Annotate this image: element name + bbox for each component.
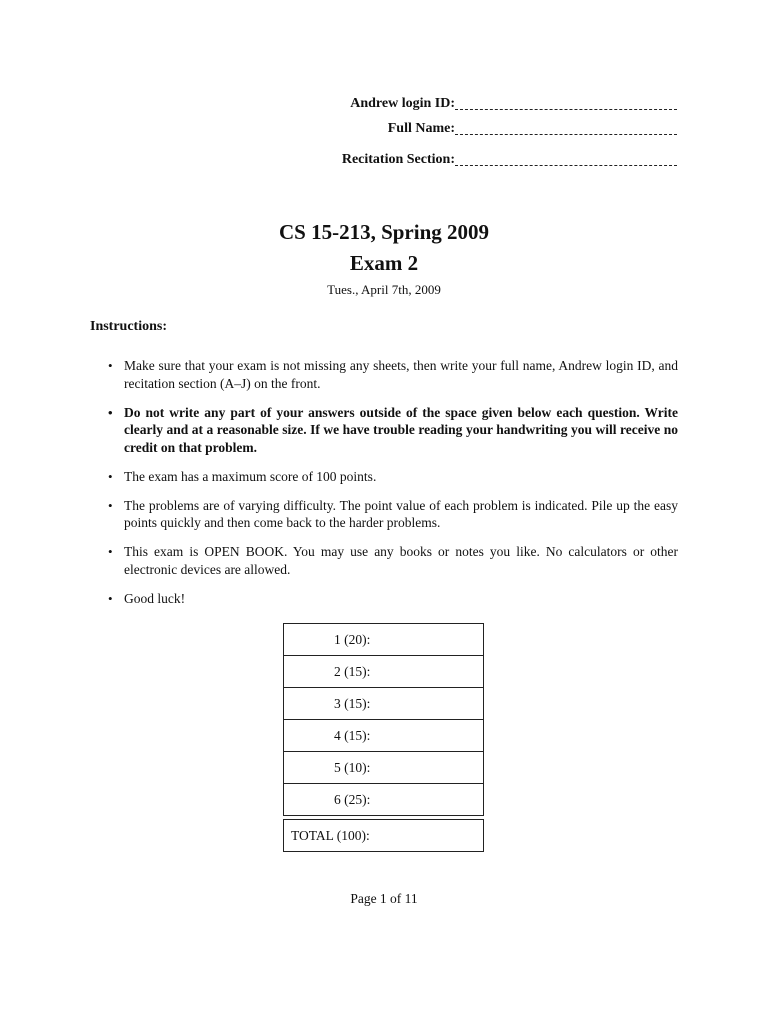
header-field-login[interactable]	[350, 92, 677, 112]
instructions-list	[108, 357, 678, 619]
instruction-item	[108, 497, 678, 532]
login-id-label: Andrew login ID:	[350, 96, 455, 111]
instruction-item	[108, 357, 678, 392]
instruction-text: Good luck!	[124, 590, 186, 606]
instruction-text: The exam has a maximum score of 100 points.	[124, 468, 377, 484]
full-name-blank[interactable]	[455, 132, 677, 135]
score-row-label: 6 (25):	[334, 791, 371, 807]
score-row-label: 1 (20):	[334, 631, 371, 647]
bullet-icon: •	[108, 497, 113, 513]
score-row-label: 3 (15):	[334, 695, 371, 711]
exam-date: Tues., April 7th, 2009	[327, 282, 441, 297]
score-table	[283, 624, 484, 852]
instruction-item	[108, 404, 678, 457]
score-total-label: TOTAL (100):	[291, 827, 370, 843]
instruction-text: This exam is OPEN BOOK. You may use any books or notes you like. No calculators or other electronic devices are allowed.	[124, 544, 678, 577]
exam-subtitle: Exam 2	[349, 251, 419, 275]
instruction-text: Make sure that your exam is not missing any sheets, then write your full name, Andrew login ID, and recitation section (A–J) on the front.	[124, 358, 678, 391]
exam-title: CS 15-213, Spring 2009	[278, 220, 490, 244]
score-row-total[interactable]	[283, 819, 484, 852]
bullet-icon: •	[108, 544, 113, 559]
recitation-section-label: Recitation Section:	[341, 152, 455, 167]
page-number: Page 1 of 11	[350, 891, 418, 906]
score-row-1[interactable]	[283, 623, 484, 656]
instruction-item	[108, 590, 678, 608]
score-row-3[interactable]	[283, 687, 484, 720]
bullet-icon: •	[108, 358, 113, 373]
instruction-text: Do not write any part of your answers outside of the space given below each question. Write clearly and at a reasonable size. If we have trouble reading your handwriting you will receive no credit on that problem.	[124, 404, 678, 455]
instruction-item	[108, 543, 678, 578]
score-row-4[interactable]	[283, 719, 484, 752]
recitation-section-blank[interactable]	[455, 163, 677, 166]
login-id-blank[interactable]	[455, 107, 677, 110]
bullet-icon: •	[108, 404, 113, 420]
score-row-label: 5 (10):	[334, 759, 371, 775]
instructions-heading: Instructions:	[90, 319, 168, 334]
header-field-recitation[interactable]	[342, 148, 677, 168]
bullet-icon: •	[108, 590, 113, 606]
header-field-name[interactable]	[388, 117, 677, 137]
score-row-5[interactable]	[283, 751, 484, 784]
score-row-2[interactable]	[283, 655, 484, 688]
full-name-label: Full Name:	[387, 121, 455, 136]
score-row-label: 4 (15):	[334, 727, 371, 743]
score-row-6[interactable]	[283, 783, 484, 816]
bullet-icon: •	[108, 468, 113, 484]
instruction-text: The problems are of varying difficulty. The point value of each problem is indicated. Pile up the easy points quickly and then come back to the harder problems.	[124, 497, 678, 530]
score-row-label: 2 (15):	[334, 663, 371, 679]
instruction-item	[108, 468, 678, 486]
